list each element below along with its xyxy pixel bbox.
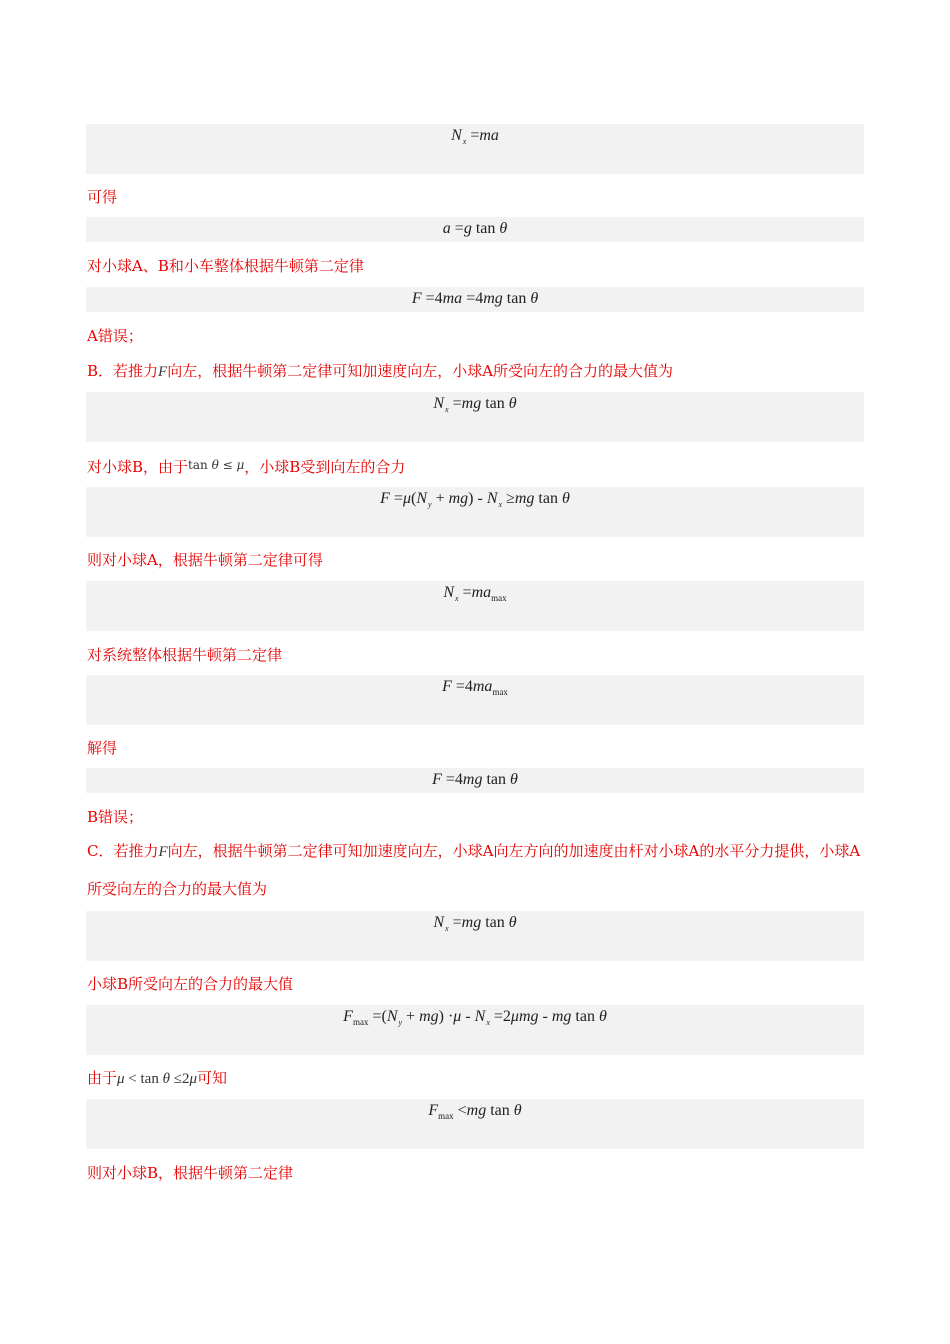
equation-f-mu: $F =\mu(N_y + mg) - N_x \ge mg$ tan θ <box>86 487 864 537</box>
text-youyu-suffix: 可知 <box>196 1069 227 1087</box>
inline-math-f: F <box>158 364 168 380</box>
text-option-c-prefix: C．若推力 <box>87 842 159 860</box>
text-keyi-de: 可得 <box>87 188 118 206</box>
equation-nx-mamax: $N_x =ma_{max}$ <box>86 581 864 631</box>
equation-nx-mgtan-c: $N_x =mg$ tan θ <box>86 911 864 961</box>
text-a-cuowu: A错误； <box>87 327 143 345</box>
equation-a-gtan: a =g tan θ <box>86 217 864 242</box>
text-ze-dui-a: 则对小球A，根据牛顿第二定律可得 <box>87 551 323 569</box>
text-option-c <box>87 833 865 908</box>
equation-nx-mgtan: $N_x =mg$ tan θ <box>86 392 864 442</box>
text-dui-zhengti: 对小球A、B和小车整体根据牛顿第二定律 <box>87 257 364 275</box>
text-option-b <box>87 361 673 382</box>
equation-fmax-lt: $F_{max} <mg$ tan θ <box>86 1099 864 1149</box>
equation-f-4ma: F =4ma =4mg tan θ <box>86 287 864 312</box>
text-b-ball-suffix: ，小球B受到向左的合力 <box>244 458 406 476</box>
text-b-cuowu: B错误； <box>87 808 144 826</box>
text-youyu <box>87 1068 227 1089</box>
equation-fmax: $F_{max} =(N_y + mg) \cdot\mu - N_x =2\mu mg$ - mg tan θ <box>86 1005 864 1055</box>
text-jiede: 解得 <box>87 739 118 757</box>
text-dui-xitong: 对系统整体根据牛顿第二定律 <box>87 646 283 664</box>
inline-math-tan-le-mu: tan θ ≤ μ <box>188 458 245 472</box>
equation-nx-ma: $N_x =ma$ <box>86 124 864 174</box>
text-b-ball <box>87 455 405 477</box>
text-ze-dui-b: 则对小球B，根据牛顿第二定律 <box>87 1164 294 1182</box>
text-option-c-suffix: 向左，根据牛顿第二定律可知加速度向左，小球A向左方向的加速度由杆对小球A的水平分力提供，小球A所受向左的合力的最大值为 <box>87 842 861 898</box>
equation-f-4mamax: $F =4ma_{max}$ <box>86 675 864 725</box>
inline-math-f-c: F <box>158 844 168 860</box>
equation-f-4mgtan: F =4mg tan θ <box>86 768 864 793</box>
text-b-ball-prefix: 对小球B，由于 <box>87 458 189 476</box>
text-option-b-prefix: B．若推力 <box>87 362 159 380</box>
inline-math-mu-range: μ < tan θ ≤2μ <box>117 1071 197 1087</box>
text-option-b-suffix: 向左，根据牛顿第二定律可知加速度向左，小球A所受向左的合力的最大值为 <box>167 362 674 380</box>
text-b-max: 小球B所受向左的合力的最大值 <box>87 975 294 993</box>
text-youyu-prefix: 由于 <box>87 1069 118 1087</box>
